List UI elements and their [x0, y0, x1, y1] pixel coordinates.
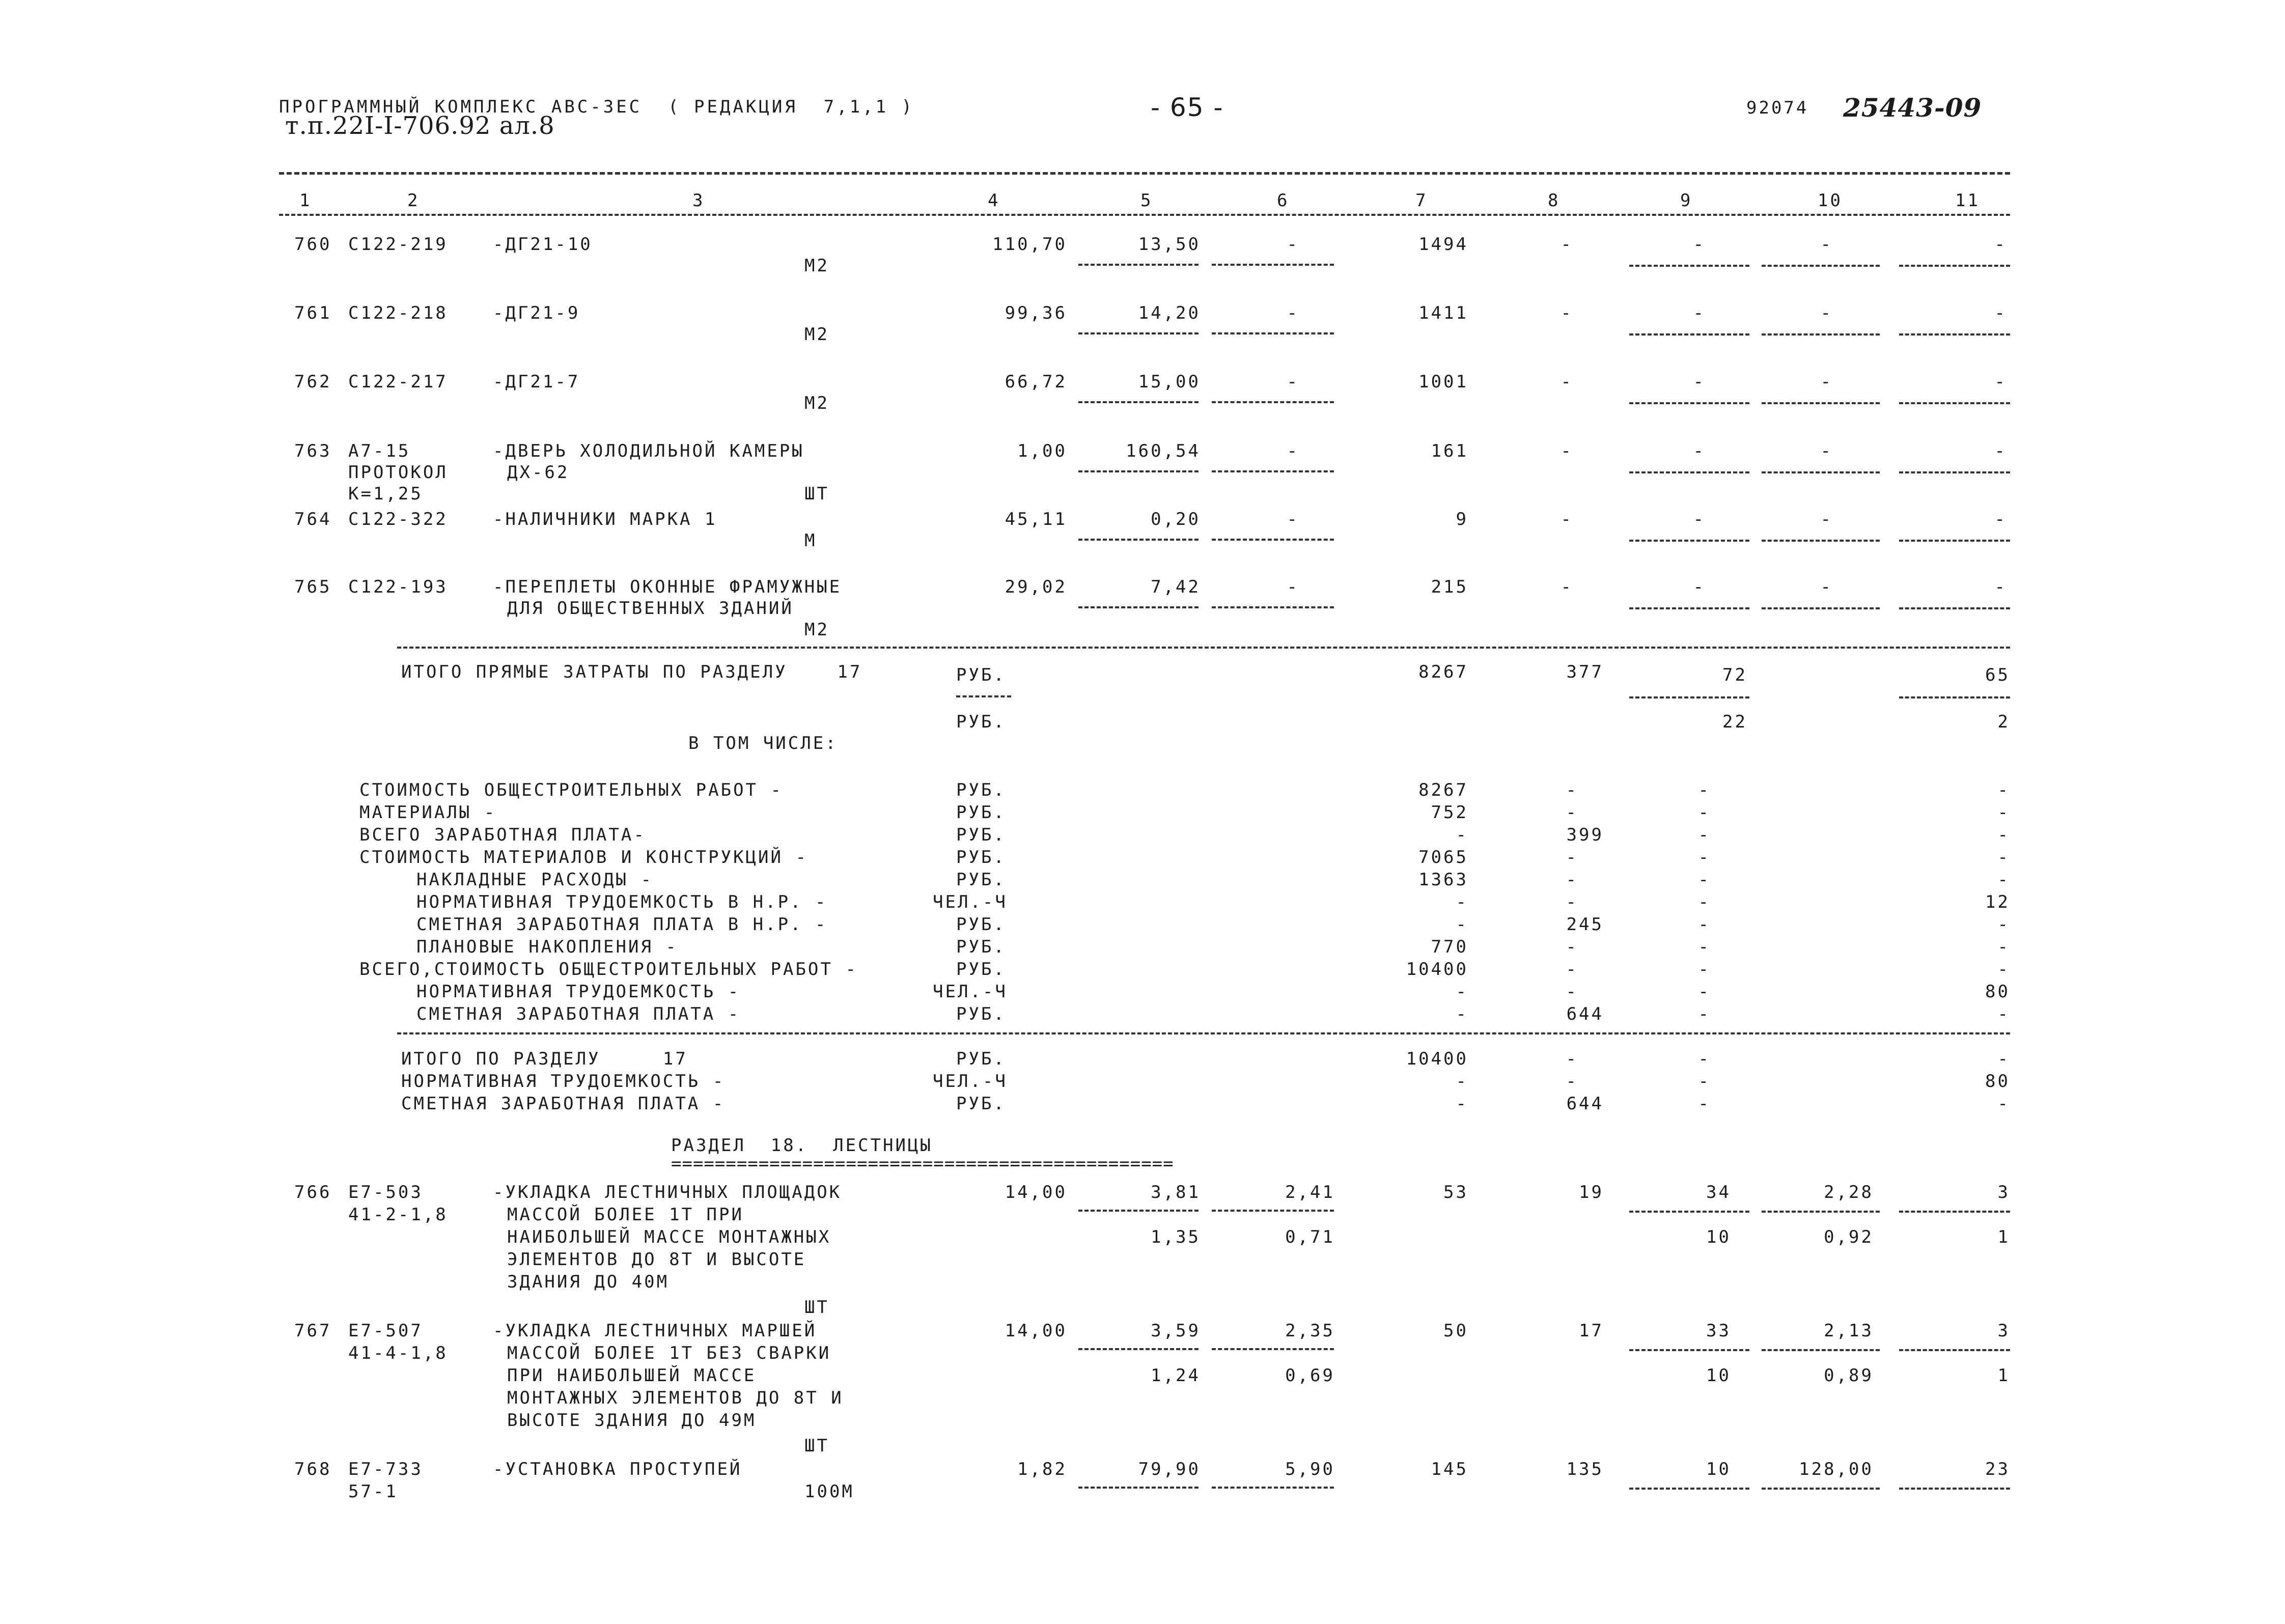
row-col5: 3,81	[1151, 1182, 1201, 1202]
dashed-separator	[1212, 1210, 1334, 1212]
summary-unit: РУБ.	[956, 914, 1006, 935]
row-col9: -	[1693, 303, 1706, 323]
row-col7: 9	[1456, 509, 1468, 529]
summary-col11: -	[1997, 1004, 2010, 1024]
table-top-rule	[279, 172, 2010, 175]
summary-col8: -	[1566, 892, 1578, 912]
row-col6: -	[1287, 577, 1299, 597]
dashed-separator	[1212, 1487, 1334, 1489]
row-col11: -	[1994, 441, 2007, 461]
dashed-separator	[1762, 471, 1880, 473]
row-description-2: ДЛЯ ОБЩЕСТВЕННЫХ ЗДАНИЙ	[507, 598, 794, 619]
row-col6: 5,90	[1285, 1459, 1335, 1479]
dashed-separator	[1629, 540, 1749, 542]
row-quantity: 99,36	[1005, 303, 1067, 323]
row-number: 760	[294, 234, 332, 255]
summary-label: ПЛАНОВЫЕ НАКОПЛЕНИЯ -	[416, 937, 678, 957]
row-col11: -	[1994, 372, 2007, 392]
summary-col7: -	[1456, 982, 1468, 1002]
row-col10: 2,28	[1824, 1182, 1874, 1202]
dashed-separator	[1762, 1488, 1880, 1490]
summary-col8: 399	[1566, 825, 1604, 845]
row-description-line: -УСТАНОВКА ПРОСТУПЕЙ	[493, 1459, 742, 1479]
row-col9: 33	[1706, 1321, 1731, 1341]
row-col5: 79,90	[1138, 1459, 1201, 1479]
dashed-separator	[1629, 1349, 1749, 1351]
row-col11: -	[1994, 509, 2007, 529]
row-col7: 1494	[1418, 234, 1468, 255]
summary-col8: 245	[1566, 914, 1604, 935]
section-total-col9: -	[1698, 1071, 1711, 1091]
row-col8: -	[1561, 577, 1573, 597]
summary-col8: -	[1566, 847, 1578, 867]
dashed-separator	[1762, 607, 1880, 609]
dashed-separator	[1078, 1487, 1199, 1489]
summary-col7: 752	[1431, 802, 1468, 823]
dashed-separator	[1212, 606, 1334, 608]
dashed-separator	[1762, 1349, 1880, 1351]
row-description-line: ВЫСОТЕ ЗДАНИЯ ДО 49М	[507, 1410, 757, 1431]
dashed-separator	[1629, 696, 1749, 698]
summary-col7: 770	[1431, 937, 1468, 957]
section-total-col11: -	[1997, 1094, 2010, 1114]
row-number: 761	[294, 303, 332, 323]
column-header-4: 4	[988, 190, 1000, 211]
summary-col9: -	[1698, 914, 1711, 935]
section-total-unit: РУБ.	[956, 1094, 1006, 1114]
row-col8: -	[1561, 509, 1573, 529]
dashed-separator	[1078, 1348, 1199, 1350]
summary-unit: РУБ.	[956, 937, 1006, 957]
row-quantity: 66,72	[1005, 372, 1067, 392]
row-col9: -	[1693, 441, 1706, 461]
dashed-separator	[1762, 402, 1880, 404]
row-quantity: 1,82	[1017, 1459, 1067, 1479]
row-col7: 161	[1431, 441, 1468, 461]
section-total-col7: 10400	[1406, 1049, 1468, 1069]
section-total-col9: -	[1698, 1094, 1711, 1114]
row-col6: -	[1287, 372, 1299, 392]
summary-col11: 12	[1985, 892, 2010, 912]
column-header-9: 9	[1680, 190, 1693, 211]
handwritten-stamp: 25443-09	[1843, 93, 1982, 123]
row-col6: -	[1287, 509, 1299, 529]
direct-costs-col8: 377	[1566, 662, 1604, 682]
row-code: Е7-503	[348, 1182, 423, 1202]
row-col5: 160,54	[1126, 441, 1201, 461]
section-total-col8: 644	[1566, 1094, 1604, 1114]
row-col5: 13,50	[1138, 234, 1201, 255]
row-col10: -	[1820, 577, 1833, 597]
row-description: -ДГ21-10	[493, 234, 593, 255]
document-code: 92074	[1746, 98, 1809, 118]
dashed-separator	[1899, 402, 2010, 404]
summary-col7: 1363	[1418, 870, 1468, 890]
dashed-separator	[1629, 607, 1749, 609]
row-code: С122-193	[348, 577, 448, 597]
row-code: А7-15	[348, 441, 411, 461]
summary-col7: -	[1456, 914, 1468, 935]
dashed-separator	[1899, 540, 2010, 542]
summary-col9: -	[1698, 1004, 1711, 1024]
summary-col8: 644	[1566, 1004, 1604, 1024]
dashed-separator	[1212, 1348, 1334, 1350]
row-col9-b: 10	[1706, 1227, 1731, 1247]
summary-label: НОРМАТИВНАЯ ТРУДОЕМКОСТЬ В Н.Р. -	[416, 892, 828, 912]
row-number: 762	[294, 372, 332, 392]
summary-label: СТОИМОСТЬ МАТЕРИАЛОВ И КОНСТРУКЦИЙ -	[359, 847, 808, 867]
row-col6: 2,41	[1285, 1182, 1335, 1202]
summary-label: МАТЕРИАЛЫ -	[359, 802, 497, 823]
summary-col11: -	[1997, 937, 2010, 957]
row-description-line: -УКЛАДКА ЛЕСТНИЧНЫХ ПЛОЩАДОК	[493, 1182, 842, 1202]
direct-costs-col11-b: 2	[1997, 712, 2010, 732]
summary-label: ВСЕГО ЗАРАБОТНАЯ ПЛАТА-	[359, 825, 646, 845]
row-col8: 135	[1566, 1459, 1604, 1479]
row-col9-b: 10	[1706, 1365, 1731, 1386]
dashed-separator	[1078, 332, 1199, 334]
row-description-line: -УКЛАДКА ЛЕСТНИЧНЫХ МАРШЕЙ	[493, 1321, 817, 1341]
row-col9: 34	[1706, 1182, 1731, 1202]
row-col6-b: 0,69	[1285, 1365, 1335, 1386]
dashed-separator	[956, 695, 1011, 697]
row-col9: -	[1693, 372, 1706, 392]
summary-col8: -	[1566, 870, 1578, 890]
row-description: -ДВЕРЬ ХОЛОДИЛЬНОЙ КАМЕРЫ	[493, 441, 804, 461]
row-col11-b: 1	[1997, 1365, 2010, 1386]
direct-costs-unit: РУБ.	[956, 665, 1006, 685]
row-description-line: ПРИ НАИБОЛЬШЕЙ МАССЕ	[507, 1365, 757, 1386]
summary-col7: 7065	[1418, 847, 1468, 867]
dashed-separator	[1762, 540, 1880, 542]
summary-unit: ЧЕЛ.-Ч	[933, 982, 1008, 1002]
row-number: 765	[294, 577, 332, 597]
row-unit: М	[804, 530, 817, 551]
column-header-3: 3	[692, 190, 705, 211]
including-label: В ТОМ ЧИСЛЕ:	[688, 733, 838, 753]
dashed-separator	[1078, 401, 1199, 403]
row-unit: М2	[804, 393, 829, 413]
section-total-col7: -	[1456, 1094, 1468, 1114]
section-total-unit: РУБ.	[956, 1049, 1006, 1069]
dashed-separator	[1078, 1210, 1199, 1212]
row-code-2: ПРОТОКОЛ	[348, 462, 448, 483]
summary-col8: -	[1566, 959, 1578, 979]
dashed-separator	[1629, 333, 1749, 335]
row-quantity: 45,11	[1005, 509, 1067, 529]
direct-costs-col9: 72	[1722, 665, 1747, 685]
direct-costs-col7: 8267	[1418, 662, 1468, 682]
column-header-6: 6	[1277, 190, 1290, 211]
dashed-separator	[1212, 539, 1334, 541]
row-col11: -	[1994, 303, 2007, 323]
summary-label: НАКЛАДНЫЕ РАСХОДЫ -	[416, 870, 653, 890]
row-col5: 14,20	[1138, 303, 1201, 323]
row-col9: -	[1693, 234, 1706, 255]
dashed-separator	[1212, 264, 1334, 266]
dashed-separator	[1899, 1211, 2010, 1213]
column-header-7: 7	[1415, 190, 1428, 211]
dashed-separator	[1899, 696, 2010, 698]
row-col5: 3,59	[1151, 1321, 1201, 1341]
row-number: 768	[294, 1459, 332, 1479]
row-col6: -	[1287, 441, 1299, 461]
row-col5: 0,20	[1151, 509, 1201, 529]
row-col10: -	[1820, 509, 1833, 529]
dashed-separator	[1899, 1488, 2010, 1490]
row-description-line: НАИБОЛЬШЕЙ МАССЕ МОНТАЖНЫХ	[507, 1227, 831, 1247]
dashed-separator	[1629, 265, 1749, 267]
column-header-rule	[279, 214, 2010, 216]
row-col7: 50	[1443, 1321, 1468, 1341]
summary-col11: -	[1997, 780, 2010, 800]
row-col6-b: 0,71	[1285, 1227, 1335, 1247]
row-col6: -	[1287, 303, 1299, 323]
row-col10: 2,13	[1824, 1321, 1874, 1341]
row-number: 764	[294, 509, 332, 529]
section-total-col8: -	[1566, 1071, 1578, 1091]
section-18-underline: ==============================================	[671, 1154, 1174, 1174]
row-col9: -	[1693, 509, 1706, 529]
row-quantity: 110,70	[992, 234, 1067, 255]
section-total-label: ИТОГО ПО РАЗДЕЛУ 17	[401, 1049, 688, 1069]
summary-unit: РУБ.	[956, 959, 1006, 979]
direct-costs-unit-2: РУБ.	[956, 712, 1006, 732]
dashed-separator	[1899, 1349, 2010, 1351]
row-code: С122-219	[348, 234, 448, 255]
row-quantity: 14,00	[1005, 1321, 1067, 1341]
direct-costs-label: ИТОГО ПРЯМЫЕ ЗАТРАТЫ ПО РАЗДЕЛУ 17	[401, 662, 862, 682]
summary-col9: -	[1698, 937, 1711, 957]
section-total-col7: -	[1456, 1071, 1468, 1091]
summary-label: НОРМАТИВНАЯ ТРУДОЕМКОСТЬ -	[416, 982, 741, 1002]
dashed-separator	[1212, 401, 1334, 403]
row-unit: М2	[804, 256, 829, 276]
section-total-label: НОРМАТИВНАЯ ТРУДОЕМКОСТЬ -	[401, 1071, 726, 1091]
row-description: -ПЕРЕПЛЕТЫ ОКОННЫЕ ФРАМУЖНЫЕ	[493, 577, 842, 597]
program-title: ПРОГРАММНЫЙ КОМПЛЕКС АВС-3ЕС ( РЕДАКЦИЯ 7,1,1 )	[279, 97, 915, 117]
row-unit: М2	[804, 324, 829, 345]
row-description-line: ЭЛЕМЕНТОВ ДО 8Т И ВЫСОТЕ	[507, 1249, 806, 1270]
column-header-11: 11	[1955, 190, 1980, 211]
row-description-2: ДХ-62	[507, 462, 570, 483]
row-number: 763	[294, 441, 332, 461]
dashed-separator	[1899, 265, 2010, 267]
row-unit: ШТ	[804, 484, 829, 504]
summary-col9: -	[1698, 802, 1711, 823]
summary-col11: -	[1997, 847, 2010, 867]
summary-col11: -	[1997, 802, 2010, 823]
dashed-separator	[1762, 265, 1880, 267]
summary-col7: 8267	[1418, 780, 1468, 800]
summary-col9: -	[1698, 892, 1711, 912]
dashed-separator	[1078, 539, 1199, 541]
dashed-separator	[1899, 471, 2010, 473]
column-header-10: 10	[1818, 190, 1843, 211]
dashed-separator	[1212, 470, 1334, 472]
row-col7: 215	[1431, 577, 1468, 597]
row-col8: 19	[1579, 1182, 1604, 1202]
row-col5-b: 1,24	[1151, 1365, 1201, 1386]
section-total-col8: -	[1566, 1049, 1578, 1069]
dashed-separator	[1078, 606, 1199, 608]
row-col10: 128,00	[1799, 1459, 1874, 1479]
summary-unit: РУБ.	[956, 825, 1006, 845]
row-col10: -	[1820, 303, 1833, 323]
row-unit: 100М	[804, 1481, 854, 1502]
section-18-title: РАЗДЕЛ 18. ЛЕСТНИЦЫ	[671, 1135, 933, 1156]
direct-costs-col11: 65	[1985, 665, 2010, 685]
summary-col7: -	[1456, 892, 1468, 912]
row-code: С122-322	[348, 509, 448, 529]
summary-col7: -	[1456, 1004, 1468, 1024]
summary-col11: -	[1997, 825, 2010, 845]
row-col10-b: 0,89	[1824, 1365, 1874, 1386]
row-code: Е7-507	[348, 1321, 423, 1341]
row-description-line: ЗДАНИЯ ДО 40М	[507, 1272, 670, 1292]
summary-col8: -	[1566, 982, 1578, 1002]
row-description: -НАЛИЧНИКИ МАРКА 1	[493, 509, 717, 529]
reference-number: т.п.22I-I-706.92 ал.8	[285, 111, 555, 140]
row-col7: 145	[1431, 1459, 1468, 1479]
section-total-col11: 80	[1985, 1071, 2010, 1091]
summary-col9: -	[1698, 959, 1711, 979]
dashed-separator	[1078, 470, 1199, 472]
dashed-separator	[1899, 607, 2010, 609]
dashed-separator	[1899, 333, 2010, 335]
summary-col11: 80	[1985, 982, 2010, 1002]
row-code: С122-217	[348, 372, 448, 392]
row-code: С122-218	[348, 303, 448, 323]
summary-unit: РУБ.	[956, 847, 1006, 867]
dashed-separator	[1212, 332, 1334, 334]
row-col11-b: 1	[1997, 1227, 2010, 1247]
summary-col8: -	[1566, 937, 1578, 957]
row-code-2: 41-2-1,8	[348, 1205, 448, 1225]
dashed-separator	[1762, 333, 1880, 335]
row-col5: 15,00	[1138, 372, 1201, 392]
row-col8: -	[1561, 303, 1573, 323]
dashed-separator	[1078, 264, 1199, 266]
row-col7: 1411	[1418, 303, 1468, 323]
row-code-2: 41-4-1,8	[348, 1343, 448, 1363]
row-col8: -	[1561, 441, 1573, 461]
summary-unit: ЧЕЛ.-Ч	[933, 892, 1008, 912]
row-col5-b: 1,35	[1151, 1227, 1201, 1247]
row-description-line: МАССОЙ БОЛЕЕ 1Т БЕЗ СВАРКИ	[507, 1343, 831, 1363]
direct-costs-col9-b: 22	[1722, 712, 1747, 732]
summary-col9: -	[1698, 847, 1711, 867]
row-col10-b: 0,92	[1824, 1227, 1874, 1247]
row-col10: -	[1820, 441, 1833, 461]
row-col6: -	[1287, 234, 1299, 255]
row-code: Е7-733	[348, 1459, 423, 1479]
summary-col8: -	[1566, 780, 1578, 800]
row-quantity: 14,00	[1005, 1182, 1067, 1202]
section-totals-rule	[397, 1032, 2010, 1034]
dashed-separator	[1762, 1211, 1880, 1213]
row-col11: 3	[1997, 1321, 2010, 1341]
summary-unit: РУБ.	[956, 780, 1006, 800]
row-code-2: 57-1	[348, 1481, 398, 1502]
column-header-5: 5	[1140, 190, 1153, 211]
row-col8: 17	[1579, 1321, 1604, 1341]
row-col10: -	[1820, 234, 1833, 255]
row-number: 766	[294, 1182, 332, 1202]
row-unit: М2	[804, 620, 829, 640]
row-col9: 10	[1706, 1459, 1731, 1479]
summary-col7: -	[1456, 825, 1468, 845]
row-quantity: 29,02	[1005, 577, 1067, 597]
row-col10: -	[1820, 372, 1833, 392]
totals-rule	[397, 647, 2010, 649]
summary-label: ВСЕГО,СТОИМОСТЬ ОБЩЕСТРОИТЕЛЬНЫХ РАБОТ -	[359, 959, 858, 979]
summary-label: СТОИМОСТЬ ОБЩЕСТРОИТЕЛЬНЫХ РАБОТ -	[359, 780, 783, 800]
column-header-2: 2	[407, 190, 420, 211]
row-description: -ДГ21-9	[493, 303, 580, 323]
dashed-separator	[1629, 1488, 1749, 1490]
summary-col9: -	[1698, 982, 1711, 1002]
row-unit: ШТ	[804, 1436, 829, 1456]
row-unit: ШТ	[804, 1297, 829, 1318]
row-col9: -	[1693, 577, 1706, 597]
row-code-3: К=1,25	[348, 484, 423, 504]
section-total-unit: ЧЕЛ.-Ч	[933, 1071, 1008, 1091]
row-col11: 3	[1997, 1182, 2010, 1202]
summary-col11: -	[1997, 959, 2010, 979]
dashed-separator	[1629, 471, 1749, 473]
dashed-separator	[1629, 402, 1749, 404]
section-total-col9: -	[1698, 1049, 1711, 1069]
column-header-8: 8	[1548, 190, 1561, 211]
summary-unit: РУБ.	[956, 1004, 1006, 1024]
row-col7: 53	[1443, 1182, 1468, 1202]
page-number: - 65 -	[1151, 93, 1224, 122]
summary-unit: РУБ.	[956, 870, 1006, 890]
section-total-label: СМЕТНАЯ ЗАРАБОТНАЯ ПЛАТА -	[401, 1094, 726, 1114]
dashed-separator	[1629, 1211, 1749, 1213]
row-col7: 1001	[1418, 372, 1468, 392]
section-total-col11: -	[1997, 1049, 2010, 1069]
row-description-line: МОНТАЖНЫХ ЭЛЕМЕНТОВ ДО 8Т И	[507, 1388, 844, 1408]
summary-col7: 10400	[1406, 959, 1468, 979]
summary-label: СМЕТНАЯ ЗАРАБОТНАЯ ПЛАТА -	[416, 1004, 741, 1024]
row-col8: -	[1561, 372, 1573, 392]
column-header-1: 1	[299, 190, 312, 211]
summary-col9: -	[1698, 780, 1711, 800]
summary-unit: РУБ.	[956, 802, 1006, 823]
summary-label: СМЕТНАЯ ЗАРАБОТНАЯ ПЛАТА В Н.Р. -	[416, 914, 828, 935]
row-col6: 2,35	[1285, 1321, 1335, 1341]
row-col11: -	[1994, 234, 2007, 255]
summary-col9: -	[1698, 825, 1711, 845]
row-number: 767	[294, 1321, 332, 1341]
row-quantity: 1,00	[1017, 441, 1067, 461]
summary-col9: -	[1698, 870, 1711, 890]
summary-col11: -	[1997, 870, 2010, 890]
summary-col8: -	[1566, 802, 1578, 823]
row-col8: -	[1561, 234, 1573, 255]
summary-col11: -	[1997, 914, 2010, 935]
row-col5: 7,42	[1151, 577, 1201, 597]
row-description-line: МАССОЙ БОЛЕЕ 1Т ПРИ	[507, 1205, 744, 1225]
row-col11: -	[1994, 577, 2007, 597]
row-description: -ДГ21-7	[493, 372, 580, 392]
row-col11: 23	[1985, 1459, 2010, 1479]
